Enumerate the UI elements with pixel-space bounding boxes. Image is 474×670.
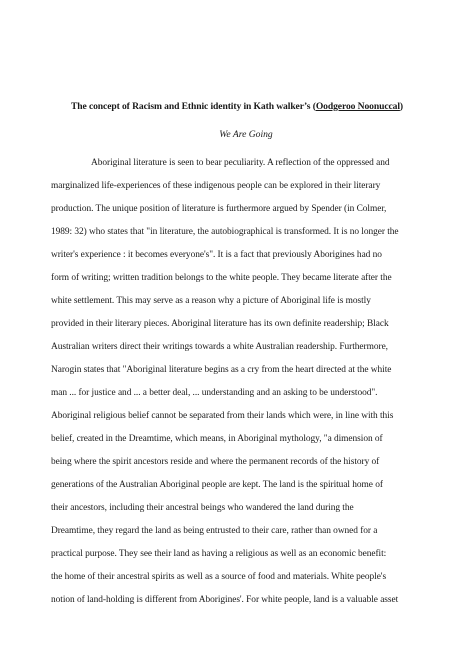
paragraph-line: Australian writers direct their writings towards a white Australian readership. Furthermore, [51, 342, 388, 352]
paragraph-line: man ... for justice and ... a better deal, ... understanding and an asking to be understood". [51, 388, 378, 398]
paragraph-line: belief, created in the Dreamtime, which means, in Aboriginal mythology, "a dimension of [51, 434, 383, 444]
paragraph-line: Narogin states that "Aboriginal literature begins as a cry from the heart directed at the white [51, 365, 392, 375]
paragraph-line: generations of the Australian Aboriginal people are kept. The land is the spiritual home of [51, 480, 383, 490]
document-title [0, 101, 474, 113]
paragraph-line: 1989: 32) who states that "in literature, the autobiographical is transformed. It is no longer the [51, 227, 399, 237]
paragraph-line: notion of land-holding is different from Aborigines'. For white people, land is a valuable asset [51, 595, 399, 605]
paragraph-line: writer's experience : it becomes everyone's". It is a fact that previously Aborigines had no [51, 250, 382, 260]
paragraph-line: production. The unique position of literature is furthermore argued by Spender (in Colmer, [51, 204, 387, 214]
paragraph-line: the home of their ancestral spirits as well as a source of food and materials. White people's [51, 572, 387, 582]
paragraph-line: form of writing; written tradition belongs to the white people. They became literate after the [51, 273, 392, 283]
paragraph-line: white settlement. This may serve as a reason why a picture of Aboriginal life is mostly [51, 296, 371, 306]
paragraph-line: their ancestors, including their ancestral beings who wandered the land during the [51, 503, 354, 513]
author-name: Oodgeroo Noonuccal [315, 101, 400, 112]
title-suffix: ) [399, 101, 404, 112]
paragraph-line: Aboriginal literature is seen to bear peculiarity. A reflection of the oppressed and [91, 158, 390, 168]
paragraph-line: practical purpose. They see their land as having a religious as well as an economic benefit: [51, 549, 387, 559]
paragraph-line: Aboriginal religious belief cannot be separated from their lands which were, in line with this [51, 411, 394, 421]
paragraph-line: Dreamtime, they regard the land as being entrusted to their care, rather than owned for a [51, 526, 378, 536]
document-subtitle: We Are Going [219, 129, 273, 140]
title-prefix: The concept of Racism and Ethnic identity in Kath walker’s ( [70, 101, 316, 112]
paragraph-line: provided in their literary pieces. Aboriginal literature has its own definite readership; Black [51, 319, 389, 329]
paragraph-line: being where the spirit ancestors reside and where the permanent records of the history of [51, 457, 380, 467]
paragraph-line: marginalized life-experiences of these indigenous people can be explored in their literary [51, 181, 381, 191]
